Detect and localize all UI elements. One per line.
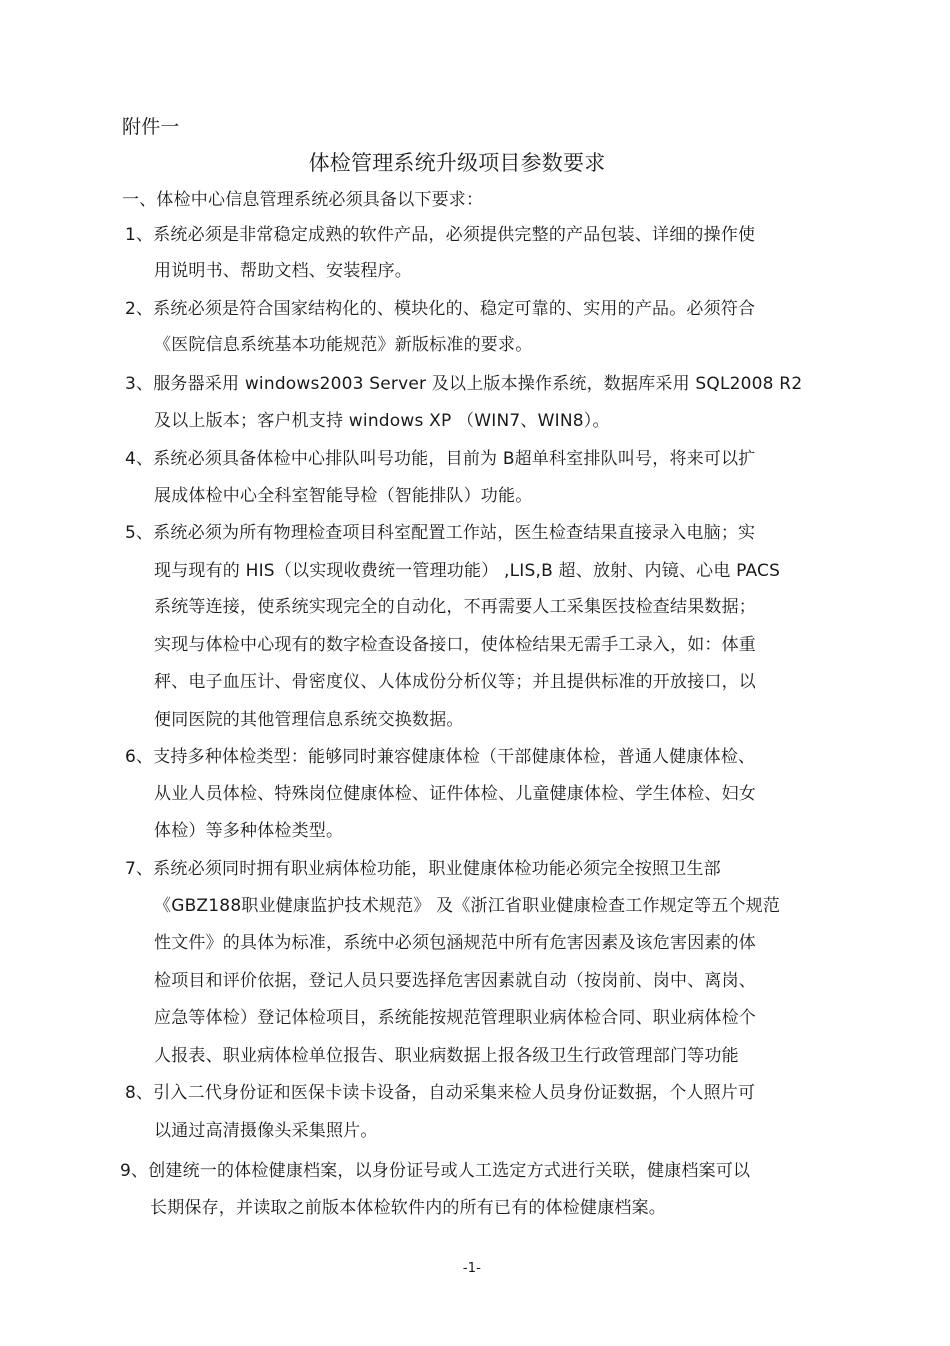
- body-line-4: 《医院信息系统基本功能规范》新版标准的要求。: [154, 335, 533, 355]
- body-line-19: 《GBZ188职业健康监护技术规范》 及《浙江省职业健康检查工作规定等五个规范: [154, 896, 781, 916]
- body-line-21: 检项目和评价依据，登记人员只要选择危害因素就自动（按岗前、岗中、离岗、: [154, 971, 756, 991]
- body-line-12: 实现与体检中心现有的数字检查设备接口，使体检结果无需手工录入，如：体重: [154, 635, 756, 655]
- body-line-7: 4、系统必须具备体检中心排队叫号功能，目前为 B超单科室排队叫号，将来可以扩: [125, 449, 756, 469]
- body-line-8: 展成体检中心全科室智能导检（智能排队）功能。: [154, 486, 533, 506]
- body-line-5: 3、服务器采用 windows2003 Server 及以上版本操作系统，数据库采用 SQL2008 R2: [125, 374, 803, 394]
- body-line-27: 长期保存，并读取之前版本体检软件内的所有已有的体检健康档案。: [150, 1198, 666, 1218]
- body-line-14: 便同医院的其他管理信息系统交换数据。: [154, 710, 464, 730]
- body-line-25: 以通过高清摄像头采集照片。: [154, 1121, 378, 1141]
- body-line-18: 7、系统必须同时拥有职业病体检功能，职业健康体检功能必须完全按照卫生部: [125, 859, 721, 879]
- body-line-10: 现与现有的 HIS（以实现收费统一管理功能） ,LIS,B 超、放射、内镜、心电 PACS: [154, 561, 781, 581]
- document-title: 体检管理系统升级项目参数要求: [308, 151, 606, 175]
- body-line-6: 及以上版本；客户机支持 windows XP （WIN7、WIN8）。: [154, 411, 610, 431]
- body-line-16: 从业人员体检、特殊岗位健康体检、证件体检、儿童健康体检、学生体检、妇女: [154, 784, 756, 804]
- section-heading: 一、体检中心信息管理系统必须具备以下要求：: [122, 190, 484, 210]
- body-line-26: 9、创建统一的体检健康档案，以身份证号或人工选定方式进行关联，健康档案可以: [120, 1161, 751, 1181]
- body-line-11: 系统等连接，使系统实现完全的自动化，不再需要人工采集医技检查结果数据；: [154, 597, 756, 617]
- body-line-9: 5、系统必须为所有物理检查项目科室配置工作站，医生检查结果直接录入电脑；实: [125, 523, 756, 543]
- body-line-15: 6、支持多种体检类型：能够同时兼容健康体检（干部健康体检，普通人健康体检、: [125, 747, 756, 767]
- body-line-2: 用说明书、帮助文档、安装程序。: [154, 261, 412, 281]
- body-line-1: 1、系统必须是非常稳定成熟的软件产品，必须提供完整的产品包装、详细的操作使: [125, 225, 756, 245]
- body-line-17: 体检）等多种体检类型。: [154, 821, 344, 841]
- page-number: -1-: [462, 1261, 482, 1276]
- attachment-label: 附件一: [122, 116, 180, 138]
- body-line-22: 应急等体检）登记体检项目，系统能按规范管理职业病体检合同、职业病体检个: [154, 1008, 756, 1028]
- body-line-24: 8、引入二代身份证和医保卡读卡设备，自动采集来检人员身份证数据，个人照片可: [125, 1083, 756, 1103]
- body-line-20: 性文件》的具体为标准，系统中必须包涵规范中所有危害因素及该危害因素的体: [154, 933, 756, 953]
- body-line-3: 2、系统必须是符合国家结构化的、模块化的、稳定可靠的、实用的产品。必须符合: [125, 299, 756, 319]
- body-line-23: 人报表、职业病体检单位报告、职业病数据上报各级卫生行政管理部门等功能: [154, 1046, 739, 1066]
- body-line-13: 秤、电子血压计、骨密度仪、人体成份分析仪等；并且提供标准的开放接口，以: [154, 672, 756, 692]
